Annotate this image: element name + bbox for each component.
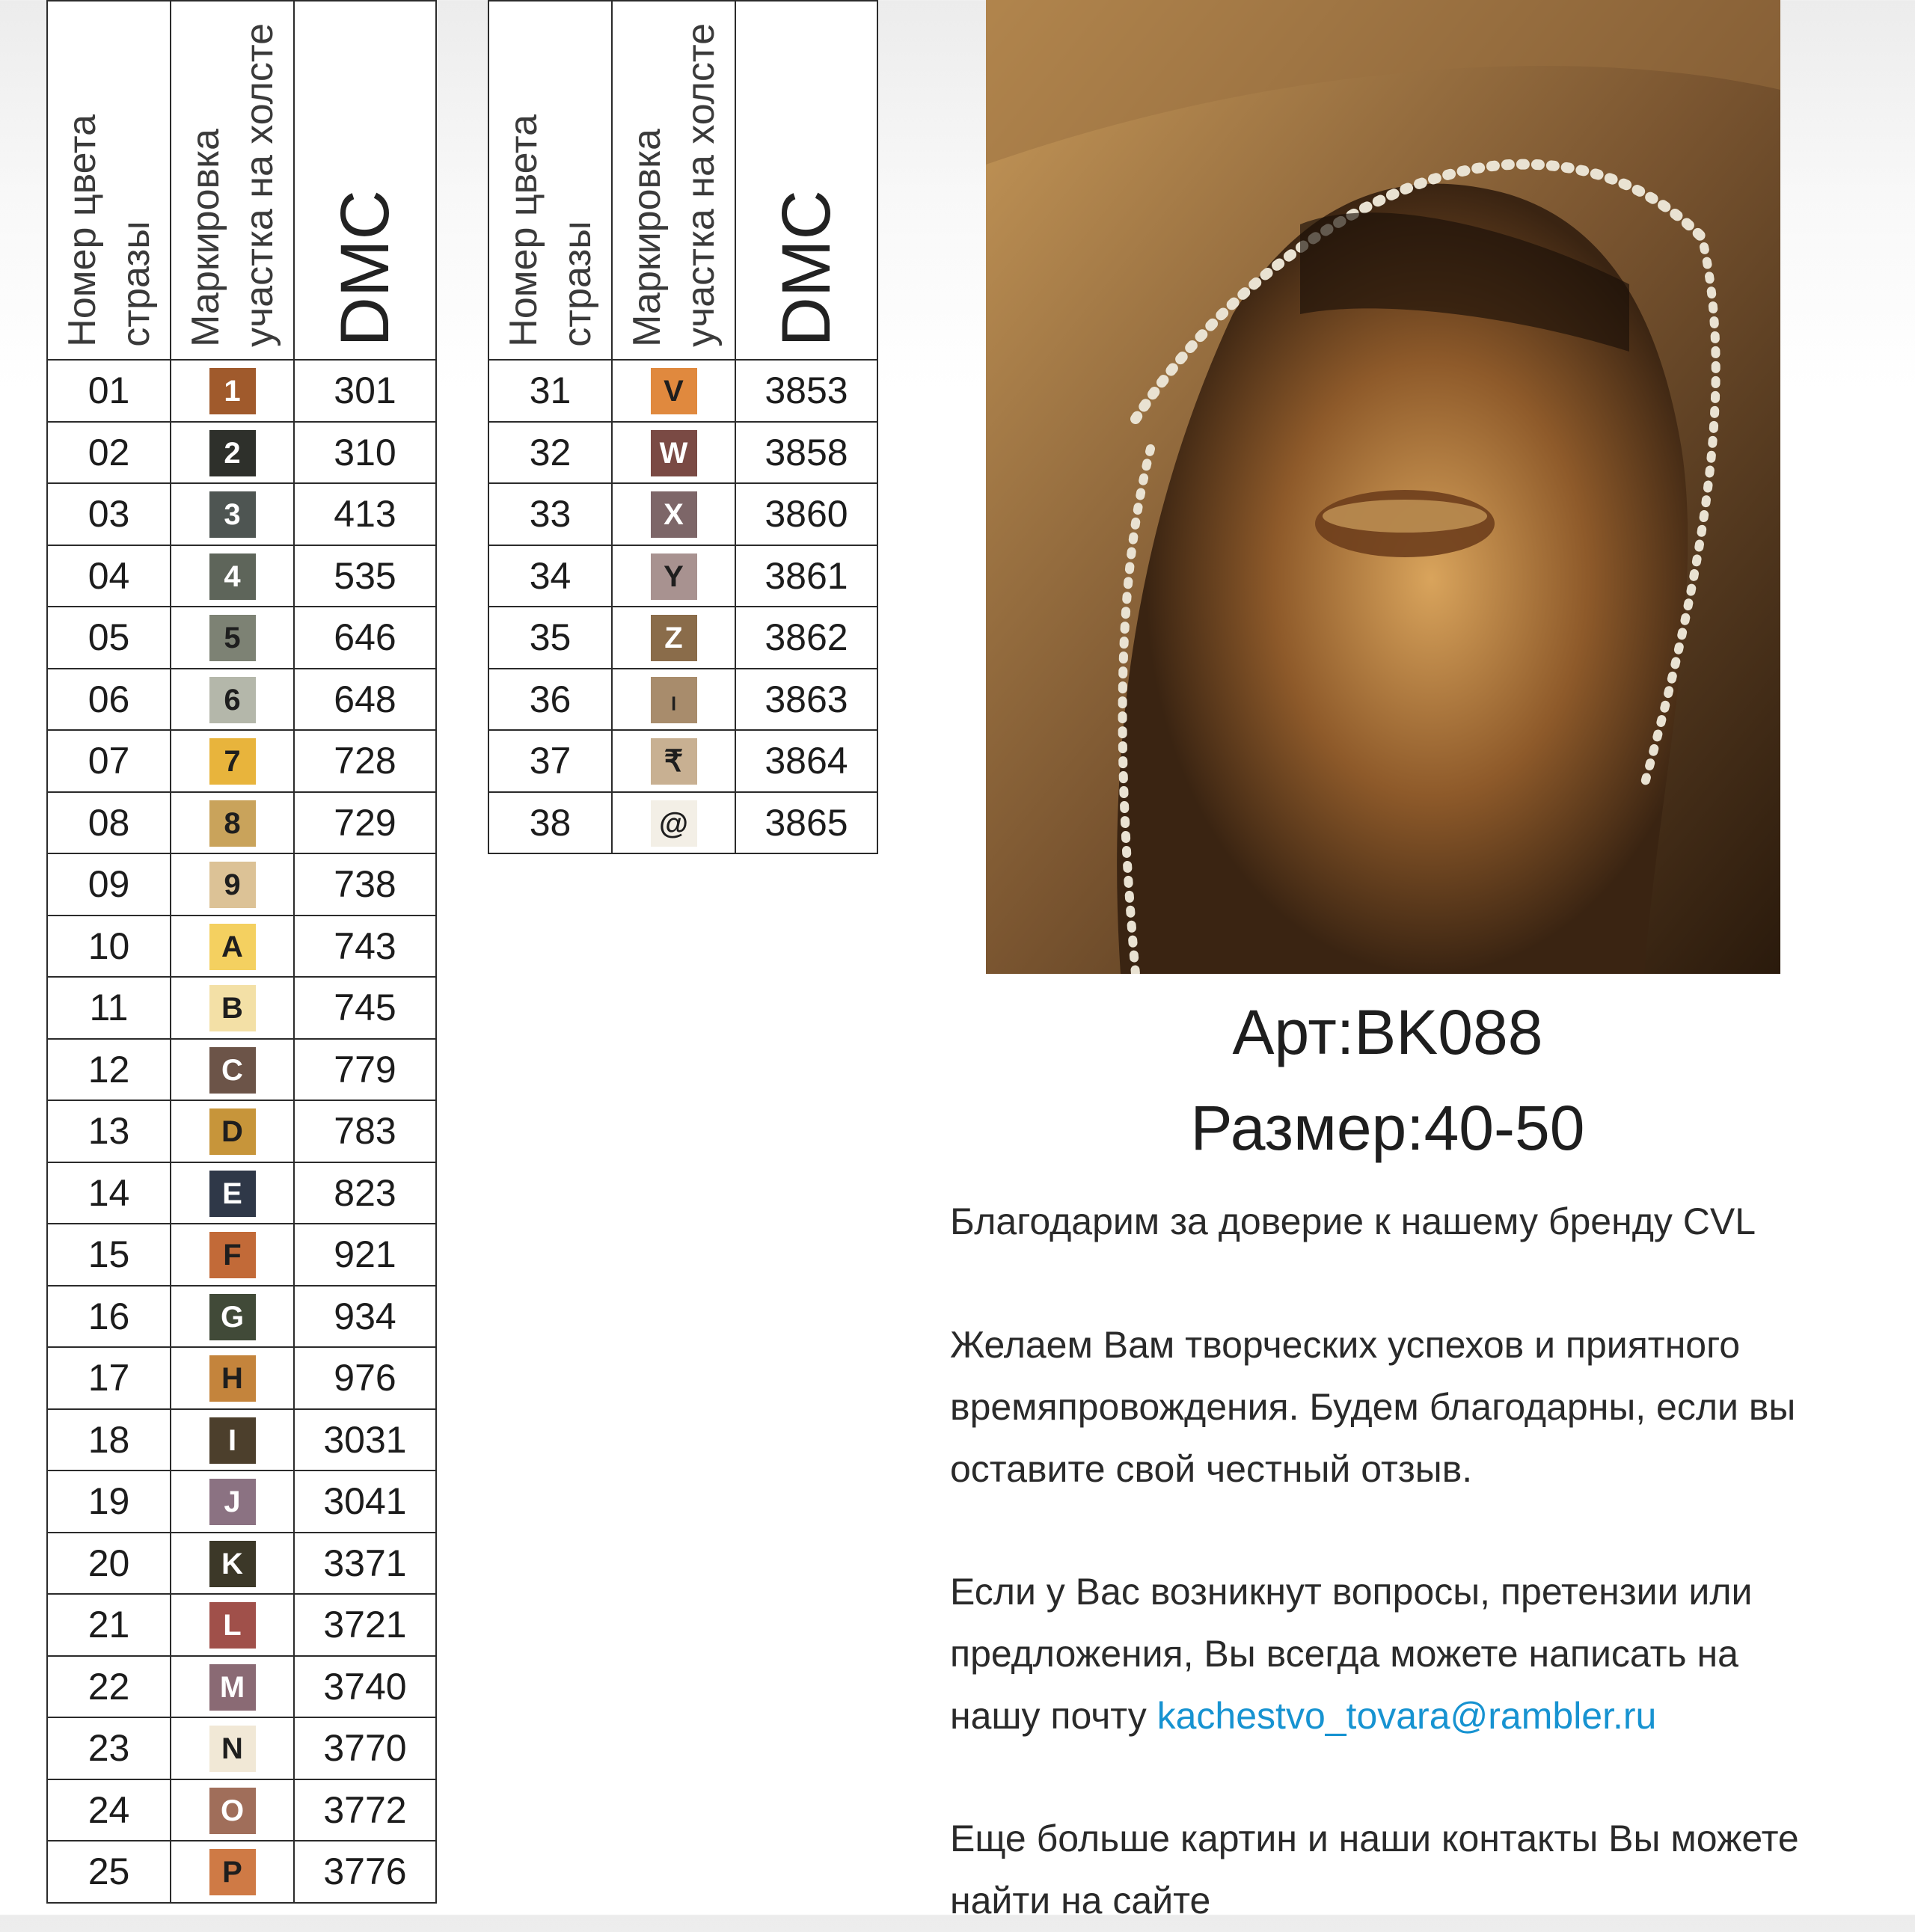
color-number: 38 bbox=[488, 792, 612, 854]
header-dmc: DMC bbox=[735, 1, 877, 360]
marking-swatch: W bbox=[651, 430, 697, 476]
marking-cell bbox=[171, 607, 294, 669]
legend-row bbox=[47, 483, 436, 545]
marking-cell bbox=[612, 792, 735, 854]
legend-rows-right bbox=[488, 360, 877, 853]
marking-swatch: M bbox=[209, 1664, 256, 1711]
dmc-code: 648 bbox=[294, 669, 436, 731]
marking-swatch: 6 bbox=[209, 677, 256, 723]
marking-cell bbox=[171, 1100, 294, 1162]
legend-row bbox=[47, 422, 436, 484]
dmc-code: 823 bbox=[294, 1162, 436, 1224]
legend-row bbox=[47, 1286, 436, 1348]
color-number: 11 bbox=[47, 977, 171, 1039]
color-number: 22 bbox=[47, 1656, 171, 1718]
marking-swatch: H bbox=[209, 1355, 256, 1402]
dmc-code: 738 bbox=[294, 853, 436, 916]
marking-cell bbox=[171, 360, 294, 422]
dmc-code: 310 bbox=[294, 422, 436, 484]
marking-cell bbox=[171, 422, 294, 484]
dmc-code: 646 bbox=[294, 607, 436, 669]
dmc-code: 413 bbox=[294, 483, 436, 545]
dmc-code: 934 bbox=[294, 1286, 436, 1348]
marking-swatch: D bbox=[209, 1108, 256, 1155]
dmc-code: 976 bbox=[294, 1347, 436, 1409]
marking-cell bbox=[171, 1471, 294, 1533]
marking-swatch: Z bbox=[651, 615, 697, 661]
marking-cell bbox=[171, 1841, 294, 1903]
dmc-code: 301 bbox=[294, 360, 436, 422]
marking-cell bbox=[171, 916, 294, 978]
legend-row bbox=[47, 977, 436, 1039]
dmc-code: 3371 bbox=[294, 1533, 436, 1595]
marking-cell bbox=[612, 669, 735, 731]
dmc-code: 783 bbox=[294, 1100, 436, 1162]
color-number: 36 bbox=[488, 669, 612, 731]
marking-cell bbox=[171, 1779, 294, 1841]
marking-swatch: 2 bbox=[209, 430, 256, 476]
color-number: 18 bbox=[47, 1409, 171, 1471]
contact-prefix: Если у Вас возникнут вопросы, претензии или предложения, Вы всегда можете написать на нашу почту bbox=[950, 1571, 1753, 1737]
header-color-number: Номер цвета стразы bbox=[488, 1, 612, 360]
legend-row bbox=[47, 1039, 436, 1101]
legend-row bbox=[47, 360, 436, 422]
legend-row bbox=[47, 1594, 436, 1656]
marking-swatch: F bbox=[209, 1232, 256, 1278]
marking-cell bbox=[612, 360, 735, 422]
legend-row bbox=[47, 1717, 436, 1779]
wish-text: Желаем Вам творческих успехов и приятного времяпровождения. Будем благодарны, если вы оставите свой честный отзыв. bbox=[950, 1324, 1796, 1490]
marking-swatch: Y bbox=[651, 553, 697, 600]
marking-swatch: N bbox=[209, 1726, 256, 1772]
marking-cell bbox=[612, 730, 735, 792]
color-number: 24 bbox=[47, 1779, 171, 1841]
marking-swatch: J bbox=[209, 1479, 256, 1525]
marking-swatch: X bbox=[651, 491, 697, 538]
color-number: 01 bbox=[47, 360, 171, 422]
legend-row bbox=[488, 730, 877, 792]
dmc-code: 3862 bbox=[735, 607, 877, 669]
marking-cell bbox=[612, 607, 735, 669]
color-number: 15 bbox=[47, 1224, 171, 1286]
legend-row bbox=[47, 545, 436, 607]
legend-rows-left bbox=[47, 360, 436, 1903]
legend-row bbox=[488, 360, 877, 422]
marking-swatch: G bbox=[209, 1294, 256, 1340]
marking-cell bbox=[171, 1224, 294, 1286]
support-email-link[interactable]: kachestvo_tovara@rambler.ru bbox=[1156, 1695, 1657, 1737]
color-number: 09 bbox=[47, 853, 171, 916]
color-number: 37 bbox=[488, 730, 612, 792]
color-number: 08 bbox=[47, 792, 171, 854]
color-number: 07 bbox=[47, 730, 171, 792]
color-number: 35 bbox=[488, 607, 612, 669]
header-dmc: DMC bbox=[294, 1, 436, 360]
marking-cell bbox=[171, 1347, 294, 1409]
marking-cell bbox=[171, 730, 294, 792]
marking-swatch: 4 bbox=[209, 553, 256, 600]
color-number: 25 bbox=[47, 1841, 171, 1903]
marking-cell bbox=[171, 792, 294, 854]
marking-swatch: A bbox=[209, 924, 256, 970]
marking-cell bbox=[171, 1162, 294, 1224]
marking-cell bbox=[612, 545, 735, 607]
marking-cell bbox=[171, 977, 294, 1039]
color-number: 05 bbox=[47, 607, 171, 669]
marking-swatch: ₹ bbox=[651, 738, 697, 785]
color-number: 06 bbox=[47, 669, 171, 731]
marking-swatch: ₗ bbox=[651, 677, 697, 723]
color-number: 19 bbox=[47, 1471, 171, 1533]
marking-cell bbox=[171, 669, 294, 731]
dmc-code: 743 bbox=[294, 916, 436, 978]
marking-swatch: O bbox=[209, 1788, 256, 1834]
color-number: 14 bbox=[47, 1162, 171, 1224]
marking-swatch: @ bbox=[651, 800, 697, 847]
legend-row bbox=[47, 1841, 436, 1903]
dmc-code: 3853 bbox=[735, 360, 877, 422]
marking-swatch: K bbox=[209, 1541, 256, 1587]
marking-swatch: C bbox=[209, 1047, 256, 1094]
color-number: 23 bbox=[47, 1717, 171, 1779]
dmc-code: 728 bbox=[294, 730, 436, 792]
legend-row bbox=[488, 792, 877, 854]
size-label: Размер:40-50 bbox=[1190, 1093, 1585, 1163]
dmc-code: 3865 bbox=[735, 792, 877, 854]
marking-cell bbox=[171, 1533, 294, 1595]
legend-row bbox=[47, 853, 436, 916]
marking-cell bbox=[171, 1286, 294, 1348]
marking-cell bbox=[612, 422, 735, 484]
thanks-text: Благодарим за доверие к нашему бренду CVL bbox=[950, 1200, 1756, 1242]
portrait-illustration bbox=[986, 0, 1780, 974]
color-number: 31 bbox=[488, 360, 612, 422]
article-number: Арт:BK088 bbox=[1232, 997, 1543, 1067]
marking-cell bbox=[171, 1656, 294, 1718]
marking-cell bbox=[171, 1594, 294, 1656]
legend-row bbox=[47, 669, 436, 731]
color-number: 10 bbox=[47, 916, 171, 978]
dmc-code: 3860 bbox=[735, 483, 877, 545]
marking-cell bbox=[171, 1039, 294, 1101]
legend-row bbox=[488, 422, 877, 484]
color-legend-table-left bbox=[46, 0, 437, 1904]
color-number: 12 bbox=[47, 1039, 171, 1101]
dmc-code: 745 bbox=[294, 977, 436, 1039]
color-legend-table-right bbox=[488, 0, 878, 854]
legend-row bbox=[47, 916, 436, 978]
legend-row bbox=[47, 1347, 436, 1409]
dmc-code: 535 bbox=[294, 545, 436, 607]
color-number: 20 bbox=[47, 1533, 171, 1595]
color-number: 02 bbox=[47, 422, 171, 484]
marking-swatch: 7 bbox=[209, 738, 256, 785]
marking-swatch: 1 bbox=[209, 368, 256, 414]
dmc-code: 3861 bbox=[735, 545, 877, 607]
dmc-code: 3721 bbox=[294, 1594, 436, 1656]
dmc-code: 3770 bbox=[294, 1717, 436, 1779]
dmc-code: 729 bbox=[294, 792, 436, 854]
marking-cell bbox=[612, 483, 735, 545]
dmc-code: 3863 bbox=[735, 669, 877, 731]
marking-swatch: V bbox=[651, 368, 697, 414]
color-number: 21 bbox=[47, 1594, 171, 1656]
legend-row bbox=[47, 1224, 436, 1286]
marking-swatch: 5 bbox=[209, 615, 256, 661]
header-marking: Маркировка участка на холсте bbox=[171, 1, 294, 360]
color-number: 32 bbox=[488, 422, 612, 484]
marking-swatch: E bbox=[209, 1171, 256, 1217]
marking-cell bbox=[171, 1409, 294, 1471]
header-color-number: Номер цвета стразы bbox=[47, 1, 171, 360]
color-number: 04 bbox=[47, 545, 171, 607]
marking-swatch: 9 bbox=[209, 862, 256, 908]
dmc-code: 3031 bbox=[294, 1409, 436, 1471]
legend-row bbox=[47, 1779, 436, 1841]
legend-row bbox=[488, 669, 877, 731]
marking-swatch: B bbox=[209, 985, 256, 1031]
marking-swatch: L bbox=[209, 1602, 256, 1649]
color-number: 17 bbox=[47, 1347, 171, 1409]
dmc-code: 3864 bbox=[735, 730, 877, 792]
dmc-code: 3776 bbox=[294, 1841, 436, 1903]
color-number: 33 bbox=[488, 483, 612, 545]
legend-row bbox=[488, 483, 877, 545]
legend-row bbox=[47, 730, 436, 792]
marking-cell bbox=[171, 1717, 294, 1779]
legend-row bbox=[47, 1100, 436, 1162]
legend-row bbox=[47, 792, 436, 854]
dmc-code: 3740 bbox=[294, 1656, 436, 1718]
dmc-code: 3772 bbox=[294, 1779, 436, 1841]
more-text: Еще больше картин и наши контакты Вы можете найти на сайте bbox=[950, 1818, 1799, 1922]
marking-swatch: I bbox=[209, 1417, 256, 1464]
legend-row bbox=[488, 545, 877, 607]
marking-swatch: 3 bbox=[209, 491, 256, 538]
marking-swatch: 8 bbox=[209, 800, 256, 847]
marking-swatch: P bbox=[209, 1849, 256, 1895]
color-number: 13 bbox=[47, 1100, 171, 1162]
legend-row bbox=[47, 607, 436, 669]
marking-cell bbox=[171, 853, 294, 916]
legend-row bbox=[47, 1471, 436, 1533]
contact-text bbox=[950, 1561, 1825, 1747]
legend-row bbox=[47, 1409, 436, 1471]
dmc-code: 779 bbox=[294, 1039, 436, 1101]
legend-row bbox=[47, 1533, 436, 1595]
header-marking: Маркировка участка на холсте bbox=[612, 1, 735, 360]
portrait-image bbox=[986, 0, 1780, 974]
legend-row bbox=[488, 607, 877, 669]
dmc-code: 3858 bbox=[735, 422, 877, 484]
marking-cell bbox=[171, 545, 294, 607]
dmc-code: 3041 bbox=[294, 1471, 436, 1533]
legend-row bbox=[47, 1162, 436, 1224]
dmc-code: 921 bbox=[294, 1224, 436, 1286]
color-number: 34 bbox=[488, 545, 612, 607]
legend-row bbox=[47, 1656, 436, 1718]
marking-cell bbox=[171, 483, 294, 545]
color-number: 16 bbox=[47, 1286, 171, 1348]
color-number: 03 bbox=[47, 483, 171, 545]
